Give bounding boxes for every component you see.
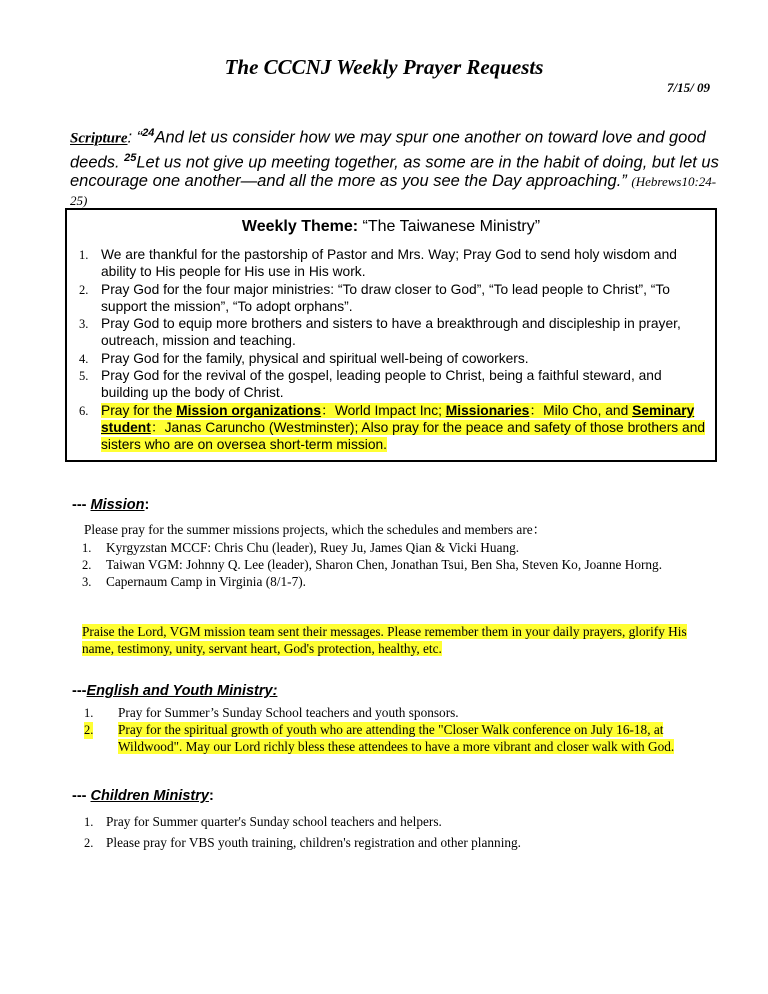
mission-list <box>82 539 702 590</box>
list-item <box>77 246 707 281</box>
youth-ministry-heading <box>72 683 277 699</box>
item-text: Pray God to equip more brothers and sisters to have a breakthrough and discipleship in prayer, outreach, mission and teaching. <box>101 316 681 349</box>
weekly-theme-label: Weekly Theme: <box>241 218 359 235</box>
item-number: 4. <box>79 351 89 366</box>
missionaries-label: Missionaries <box>445 402 530 418</box>
mission-intro: Please pray for the summer missions projects, which the schedules and members are： <box>84 522 546 537</box>
list-item <box>77 367 707 402</box>
item-text-part: Pray for the <box>101 402 177 418</box>
list-item <box>84 834 704 851</box>
item-text-part: ：World Impact Inc; <box>321 402 446 418</box>
item-text-part: ：Milo Cho, and <box>529 402 633 418</box>
list-item <box>77 402 707 454</box>
heading-prefix: --- <box>72 683 87 699</box>
item-text: Pray God for the four major ministries: “To draw closer to God”, “To lead people to Christ”, “To support the mission”, “To adopt orphans”. <box>101 281 670 314</box>
item-number: 2. <box>79 282 89 297</box>
item-number: 2. <box>82 558 92 572</box>
weekly-theme-title <box>67 218 715 236</box>
date-label: 7/15/ 09 <box>667 80 710 95</box>
item-number: 2. <box>84 723 94 737</box>
item-text-part: ：Janas Caruncho (Westminster); Also pray for the peace and safety of those brothers and sisters who are on oversea short-term mission. <box>101 419 706 453</box>
item-text: Pray for Summer quarter's Sunday school teachers and helpers. <box>106 814 442 829</box>
item-text: Pray for the spiritual growth of youth who are attending the "Closer Walk conference on July 16-18, at Wildwood". May our Lord richly bless these attendees to have a more vibrant and closer walk with God. <box>118 722 675 754</box>
mission-heading <box>72 497 149 513</box>
item-text: Please pray for VBS youth training, children's registration and other planning. <box>106 835 522 850</box>
item-text: Pray God for the family, physical and spiritual well-being of coworkers. <box>101 350 529 366</box>
list-item <box>84 813 704 830</box>
verse-25-number: 25 <box>124 151 137 164</box>
list-item <box>77 350 707 367</box>
list-item <box>77 315 707 350</box>
item-number: 3. <box>79 317 89 332</box>
highlighted-item-text <box>101 403 705 453</box>
item-number: 5. <box>79 369 89 384</box>
weekly-theme-name: “The Taiwanese Ministry” <box>362 218 541 235</box>
item-number: 1. <box>79 248 89 262</box>
item-text: Pray God for the revival of the gospel, leading people to Christ, being a faithful steward, and building up the body of Christ. <box>101 368 662 401</box>
scripture-reference: (Hebrews10:24-25) <box>70 174 717 208</box>
item-text: We are thankful for the pastorship of Pastor and Mrs. Way; Pray God to send holy wisdom and ability to His people for His use in His work. <box>101 247 677 280</box>
heading-prefix: --- <box>72 497 91 513</box>
verse-24-text: And let us consider how we may spur one another on toward love and good deeds. <box>70 128 706 171</box>
list-item <box>82 573 702 590</box>
verse-24-number: 24 <box>142 127 155 139</box>
item-number: 1. <box>84 706 94 720</box>
item-number: 3. <box>82 575 92 589</box>
seminary-student-label: Seminary student <box>101 402 695 435</box>
item-text: Pray for Summer’s Sunday School teachers and youth sponsors. <box>118 705 459 720</box>
scripture-open: : “ <box>127 128 143 147</box>
heading-suffix: : <box>208 788 214 804</box>
verse-25-text: Let us not give up meeting together, as some are in the habit of doing, but let us encourage one another—and all the more as you see the Day approaching.” <box>70 153 719 190</box>
heading-text: Mission <box>90 497 145 513</box>
item-number: 6. <box>79 403 89 418</box>
item-number: 2. <box>84 836 94 850</box>
heading-suffix: : <box>144 497 150 513</box>
item-text: Taiwan VGM: Johnny Q. Lee (leader), Sharon Chen, Jonathan Tsui, Ben Sha, Steven Ko, Joanne Horng. <box>106 557 663 572</box>
list-item <box>84 704 704 721</box>
weekly-theme-box <box>65 208 717 462</box>
item-number: 1. <box>82 541 92 555</box>
children-ministry-list <box>84 813 704 851</box>
item-text: Capernaum Camp in Virginia (8/1-7). <box>106 574 306 589</box>
scripture-passage <box>70 124 720 210</box>
item-text: Kyrgyzstan MCCF: Chris Chu (leader), Ruey Ju, James Qian & Vicki Huang. <box>106 540 520 555</box>
children-ministry-heading <box>72 788 214 804</box>
list-item <box>82 539 702 556</box>
weekly-theme-list <box>77 246 707 454</box>
youth-ministry-list <box>84 704 704 755</box>
page-title: The CCCNJ Weekly Prayer Requests <box>224 55 544 79</box>
item-number: 1. <box>84 815 94 829</box>
list-item <box>84 721 704 755</box>
praise-text: Praise the Lord, VGM mission team sent their messages. Please remember them in your daily prayers, glorify His name, testimony, unity, servant heart, God's protection, healthy, etc. <box>82 624 687 656</box>
praise-note <box>82 623 702 657</box>
heading-text: English and Youth Ministry: <box>86 683 278 699</box>
heading-text: Children Ministry <box>90 788 209 804</box>
scripture-label: Scripture <box>70 130 128 147</box>
list-item <box>77 281 707 316</box>
heading-prefix: --- <box>72 788 91 804</box>
mission-organizations-label: Mission organizations <box>176 402 322 418</box>
list-item <box>82 556 702 573</box>
